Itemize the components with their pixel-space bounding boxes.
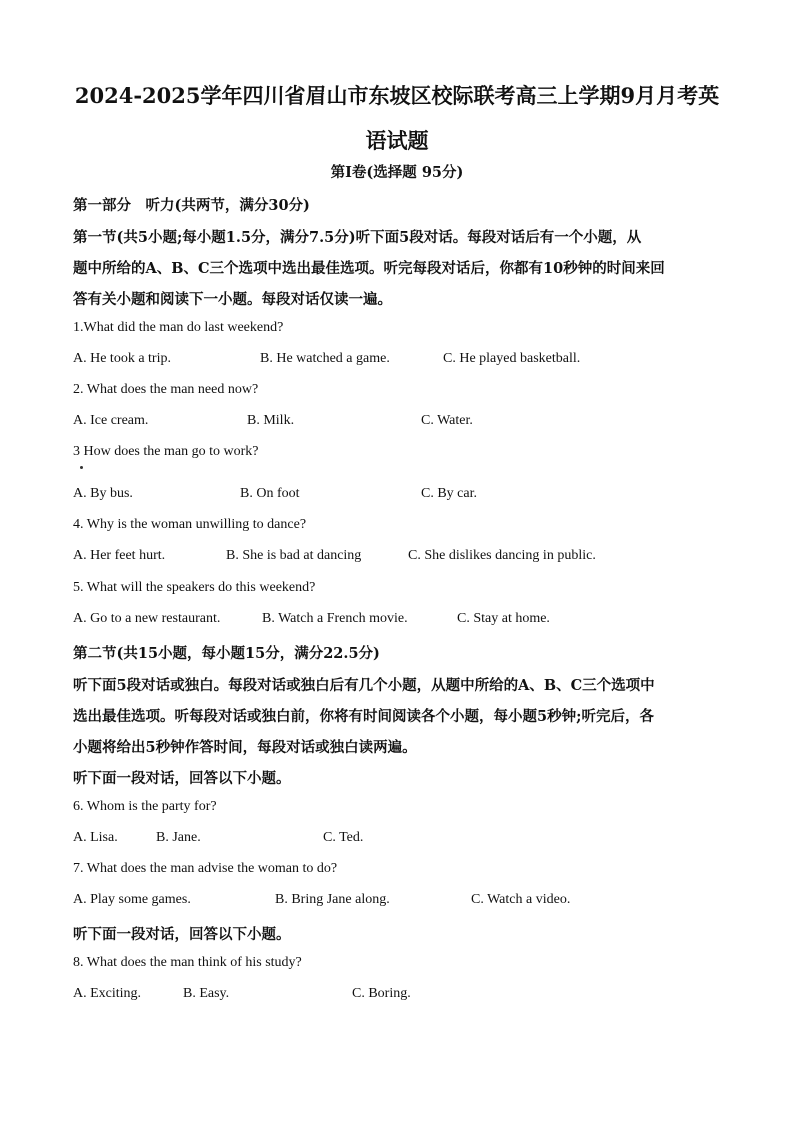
section2-instructions-line-3: 小题将给出5秒钟作答时间，每段对话或独白读两遍。	[73, 739, 417, 756]
question-7: 7. What does the man advise the woman to do?	[73, 861, 338, 876]
section2-heading: 第二节(共15小题，每小题15分，满分22.5分)	[73, 645, 380, 662]
question-5: 5. What will the speakers do this weekend?	[73, 580, 316, 595]
question-2-option-a: A. Ice cream.	[73, 413, 149, 428]
question-3: 3 How does the man go to work?	[73, 444, 259, 459]
question-3-option-b: B. On foot	[240, 486, 300, 501]
exam-title-line-2: 语试题	[365, 128, 429, 153]
section2-instructions-line-2: 选出最佳选项。听每段对话或独白前，你将有时间阅读各个小题，每小题5秒钟;听完后，各	[73, 708, 654, 725]
question-8-option-a: A. Exciting.	[73, 986, 142, 1001]
question-4: 4. Why is the woman unwilling to dance?	[73, 517, 307, 532]
question-3-option-a: A. By bus.	[73, 486, 133, 501]
dialogue-intro-2: 听下面一段对话，回答以下小题。	[73, 926, 291, 943]
part1-heading: 第一部分 听力(共两节，满分30分)	[73, 197, 310, 214]
question-6-option-c: C. Ted.	[323, 830, 364, 845]
question-5-option-b: B. Watch a French movie.	[262, 611, 408, 626]
exam-title-line-1: 2024-2025学年四川省眉山市东坡区校际联考高三上学期9月月考英	[74, 83, 720, 108]
question-1: 1.What did the man do last weekend?	[73, 320, 284, 335]
section1-instructions-line-3: 答有关小题和阅读下一小题。每段对话仅读一遍。	[73, 291, 392, 308]
question-5-option-c: C. Stay at home.	[457, 611, 550, 626]
dialogue-intro-1: 听下面一段对话，回答以下小题。	[73, 770, 291, 787]
question-8-option-b: B. Easy.	[183, 986, 230, 1001]
question-1-option-b: B. He watched a game.	[260, 351, 390, 366]
question-4-option-c: C. She dislikes dancing in public.	[408, 548, 596, 563]
section1-instructions-line-2: 题中所给的A、B、C三个选项中选出最佳选项。听完每段对话后，你都有10秒钟的时间来回	[73, 260, 665, 277]
question-7-option-b: B. Bring Jane along.	[275, 892, 390, 907]
question-6: 6. Whom is the party for?	[73, 799, 217, 814]
question-1-option-a: A. He took a trip.	[73, 351, 171, 366]
question-2-option-c: C. Water.	[421, 413, 473, 428]
question-6-option-b: B. Jane.	[156, 830, 201, 845]
question-2: 2. What does the man need now?	[73, 382, 259, 397]
question-2-option-b: B. Milk.	[247, 413, 295, 428]
section1-instructions-line-1: 第一节(共5小题;每小题1.5分，满分7.5分)听下面5段对话。每段对话后有一个小题，从	[73, 229, 642, 246]
question-8-option-c: C. Boring.	[352, 986, 411, 1001]
question-5-option-a: A. Go to a new restaurant.	[73, 611, 221, 626]
question-4-option-b: B. She is bad at dancing	[226, 548, 362, 563]
question-1-option-c: C. He played basketball.	[443, 351, 581, 366]
volume-heading: 第I卷(选择题 95分)	[330, 164, 464, 181]
question-7-option-a: A. Play some games.	[73, 892, 191, 907]
question-8: 8. What does the man think of his study?	[73, 955, 302, 970]
question-4-option-a: A. Her feet hurt.	[73, 548, 166, 563]
question-3-option-c: C. By car.	[421, 486, 477, 501]
stray-dot-mark	[80, 466, 83, 469]
question-6-option-a: A. Lisa.	[73, 830, 118, 845]
section2-instructions-line-1: 听下面5段对话或独白。每段对话或独白后有几个小题，从题中所给的A、B、C三个选项中	[73, 677, 655, 694]
question-7-option-c: C. Watch a video.	[471, 892, 571, 907]
